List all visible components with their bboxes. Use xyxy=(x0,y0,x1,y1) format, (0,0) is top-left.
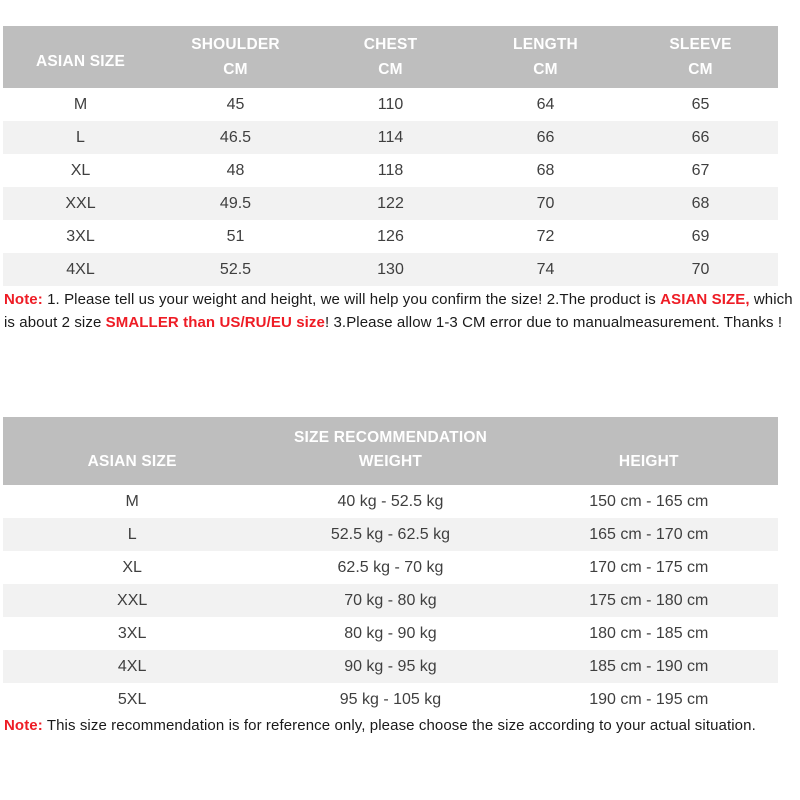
cell-shoulder: 52.5 xyxy=(219,260,252,278)
cell-size: 4XL xyxy=(117,657,147,675)
cell-size: 4XL xyxy=(66,260,95,278)
table-row xyxy=(3,485,778,518)
recommendation-note xyxy=(4,714,794,737)
cell-weight: 90 kg - 95 kg xyxy=(344,657,437,675)
measurement-col-header-length-unit: CM xyxy=(533,60,558,78)
measurement-col-header-shoulder-unit: CM xyxy=(223,60,248,78)
recommendation-col-header-asian-size: ASIAN SIZE xyxy=(87,453,177,470)
table-row xyxy=(3,220,778,253)
cell-size: 3XL xyxy=(66,227,95,245)
cell-weight: 62.5 kg - 70 kg xyxy=(337,558,444,576)
recommendation-table-body xyxy=(3,485,778,716)
measurement-col-header-length xyxy=(468,26,623,88)
recommendation-title: SIZE RECOMMENDATION xyxy=(294,429,487,446)
cell-size: XL xyxy=(122,558,142,576)
table-row xyxy=(3,121,778,154)
cell-sleeve: 66 xyxy=(691,128,710,146)
measurement-col-header-length-title: LENGTH xyxy=(513,36,578,53)
cell-height: 170 cm - 175 cm xyxy=(589,558,709,576)
cell-chest: 118 xyxy=(377,161,404,179)
size-measurement-table xyxy=(3,26,778,286)
measurement-col-header-sleeve-title: SLEEVE xyxy=(669,36,732,53)
cell-shoulder: 48 xyxy=(226,161,245,179)
table-row xyxy=(3,88,778,121)
table-row xyxy=(3,551,778,584)
cell-length: 64 xyxy=(536,95,555,113)
cell-shoulder: 45 xyxy=(226,95,245,113)
cell-length: 72 xyxy=(536,227,555,245)
cell-height: 180 cm - 185 cm xyxy=(589,624,709,642)
cell-shoulder: 49.5 xyxy=(219,194,252,212)
table-row xyxy=(3,617,778,650)
measurement-col-header-chest xyxy=(313,26,468,88)
table-row xyxy=(3,518,778,551)
measurement-col-header-sleeve xyxy=(623,26,778,88)
measurement-note-highlight-asian-size: ASIAN SIZE, xyxy=(660,291,750,308)
cell-weight: 80 kg - 90 kg xyxy=(344,624,437,642)
cell-chest: 130 xyxy=(377,260,404,278)
measurement-col-header-shoulder-title: SHOULDER xyxy=(191,36,280,53)
cell-length: 70 xyxy=(536,194,555,212)
cell-size: 3XL xyxy=(117,624,147,642)
measurement-note-label: Note: xyxy=(4,291,43,308)
cell-size: L xyxy=(127,525,137,543)
cell-sleeve: 65 xyxy=(691,95,710,113)
cell-size: M xyxy=(125,492,139,510)
cell-sleeve: 69 xyxy=(691,227,710,245)
table-row xyxy=(3,584,778,617)
cell-shoulder: 46.5 xyxy=(219,128,252,146)
cell-shoulder: 51 xyxy=(226,227,245,245)
measurement-note-text-3: ! 3.Please allow 1-3 CM error due to manualmeasurement. Thanks ! xyxy=(324,314,783,331)
cell-length: 74 xyxy=(536,260,555,278)
measurement-note-highlight-smaller: SMALLER than US/RU/EU size xyxy=(105,314,325,331)
cell-length: 68 xyxy=(536,161,555,179)
measurement-note-text-2: which is about 2 size xyxy=(4,291,793,331)
recommendation-col-header-height: HEIGHT xyxy=(618,453,679,470)
cell-height: 175 cm - 180 cm xyxy=(589,591,709,609)
cell-size: XXL xyxy=(117,591,148,609)
cell-sleeve: 68 xyxy=(691,194,710,212)
cell-weight: 95 kg - 105 kg xyxy=(339,690,442,708)
cell-weight: 70 kg - 80 kg xyxy=(344,591,437,609)
measurement-col-header-shoulder xyxy=(158,26,313,88)
measurement-table-header-row xyxy=(3,26,778,88)
cell-chest: 122 xyxy=(377,194,404,212)
cell-height: 190 cm - 195 cm xyxy=(589,690,709,708)
measurement-col-header-chest-title: CHEST xyxy=(363,36,418,53)
measurement-col-header-chest-unit: CM xyxy=(378,60,403,78)
cell-size: L xyxy=(76,128,85,146)
cell-weight: 52.5 kg - 62.5 kg xyxy=(330,525,451,543)
measurement-col-header-asian-size xyxy=(3,26,158,88)
cell-height: 165 cm - 170 cm xyxy=(589,525,709,543)
cell-chest: 126 xyxy=(377,227,404,245)
recommendation-header-row xyxy=(3,449,778,485)
table-row xyxy=(3,650,778,683)
cell-length: 66 xyxy=(536,128,555,146)
cell-height: 150 cm - 165 cm xyxy=(589,492,709,510)
cell-size: 5XL xyxy=(117,690,147,708)
cell-size: M xyxy=(73,95,88,113)
measurement-col-header-sleeve-unit: CM xyxy=(688,60,713,78)
recommendation-note-label: Note: xyxy=(4,717,43,734)
cell-chest: 110 xyxy=(377,95,404,113)
table-row xyxy=(3,187,778,220)
cell-size: XXL xyxy=(65,194,96,212)
measurement-table-body xyxy=(3,88,778,286)
table-row xyxy=(3,253,778,286)
measurement-col-header-asian-size-label: ASIAN SIZE xyxy=(36,52,125,70)
cell-weight: 40 kg - 52.5 kg xyxy=(337,492,444,510)
cell-chest: 114 xyxy=(377,128,404,146)
measurement-note-text-1: 1. Please tell us your weight and height, we will help you confirm the size! 2.The product is xyxy=(42,291,661,308)
cell-height: 185 cm - 190 cm xyxy=(589,657,709,675)
cell-sleeve: 70 xyxy=(691,260,710,278)
recommendation-col-header-weight: WEIGHT xyxy=(358,453,423,470)
table-row xyxy=(3,683,778,716)
recommendation-title-row xyxy=(3,417,778,449)
table-row xyxy=(3,154,778,187)
measurement-note xyxy=(4,288,794,334)
recommendation-note-text: This size recommendation is for reference only, please choose the size according to your actual situation. xyxy=(42,717,756,734)
cell-size: XL xyxy=(70,161,91,179)
size-recommendation-table xyxy=(3,417,778,716)
cell-sleeve: 67 xyxy=(691,161,710,179)
